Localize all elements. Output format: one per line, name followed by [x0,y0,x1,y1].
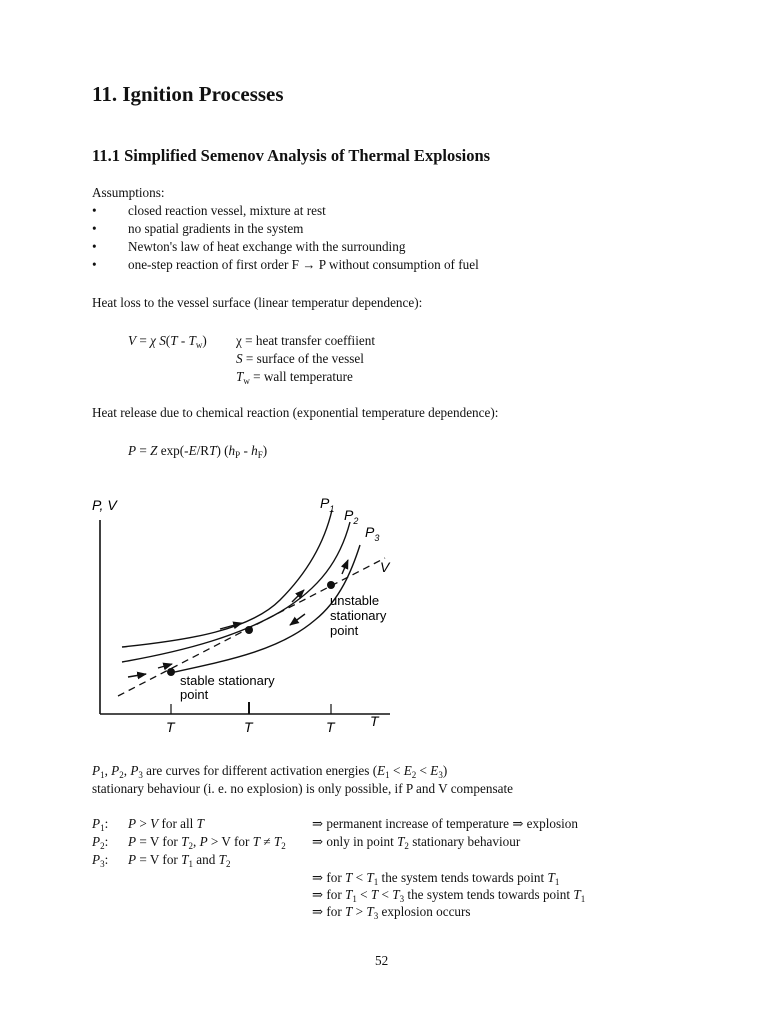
heat-release-equation: P = Z exp(-E/RT) $(h_P - h_F)$ [128,443,268,460]
x-tick-label-1: T [166,719,175,735]
case-p3-result-2: ⇒ for $T_1 < T < T_3$ the system tends towards point $T_1$ [312,887,586,904]
x-axis-label: T [370,713,379,729]
case-p1-label: $P_1$: [92,816,109,833]
case-p2-result: ⇒ only in point $T_2$ stationary behaviour [312,834,521,851]
list-item: • closed reaction vessel, mixture at rest [92,203,326,218]
arrow-v-left [158,664,172,668]
series-p3-label: $P_3$ [365,524,380,543]
x-tick-label-2: T [244,719,253,735]
def-surface: S = surface of the vessel [236,351,364,366]
case-p3-result-3: ⇒ for $T > T_3$ explosion occurs [312,904,471,921]
case-p3-label: $P_3$: [92,852,109,869]
arrow-p2-left [128,674,146,677]
heat-loss-equation: V = χ $S(T - T_w)$ [128,333,207,350]
page-number: 52 [375,953,389,968]
heat-loss-intro: Heat loss to the vessel surface (linear temperatur dependence): [92,295,423,310]
def-chi: χ = heat transfer coeffiient [236,333,375,348]
heat-release-intro: Heat release due to chemical reaction (exponential temperature dependence): [92,405,499,420]
caption-line-2: stationary behaviour (i. e. no explosion) is only possible, if P and V compensate [92,781,513,796]
arrow-p3-up [342,560,348,574]
section-title: 11. Ignition Processes [92,82,284,106]
case-p1-condition: P > V for all T [128,816,204,831]
assumptions-label: Assumptions: [92,185,165,200]
y-axis-label: P, V [92,497,117,513]
series-p2-label: $P_2$ [344,507,359,526]
annotation-unstable: unstable stationary point [330,593,387,638]
series-p2-curve [122,522,350,662]
case-p2-condition: P = V for $T_2$, P > V for $T \ne T_2$ [128,834,286,851]
annotation-stable: stable stationary point [180,673,275,702]
case-p1-result: ⇒ permanent increase of temperature ⇒ explosion [312,816,578,831]
series-v-label: V [380,559,390,575]
def-wall-temp: $T_w$ = wall temperature [236,369,353,386]
list-item: • no spatial gradients in the system [92,221,304,236]
arrow-p3-down [290,614,305,625]
caption-line-1: $P_1$, $P_2$, $P_3$ are curves for different activation energies $(E_1 < E_2 < E_3)$ [92,763,448,780]
unstable-point [327,581,335,589]
assumptions-list [92,202,612,274]
x-tick-label-3: T [326,719,335,735]
middle-point [245,626,253,634]
stable-point [167,668,175,676]
list-item: • Newton's law of heat exchange with the surrounding [92,239,406,254]
subsection-title: 11.1 Simplified Semenov Analysis of Thermal Explosions [92,146,491,165]
series-p1-label: $P_1$ [320,495,335,514]
case-p3-result-1: ⇒ for $T < T_1$ the system tends towards point $T_1$ [312,870,560,887]
list-item: • one-step reaction of first order F → P without consumption of fuel [92,257,479,272]
case-p2-label: $P_2$: [92,834,109,851]
case-p3-condition: P = V for $T_1$ and $T_2$ [128,852,231,869]
semenov-chart [80,490,410,740]
